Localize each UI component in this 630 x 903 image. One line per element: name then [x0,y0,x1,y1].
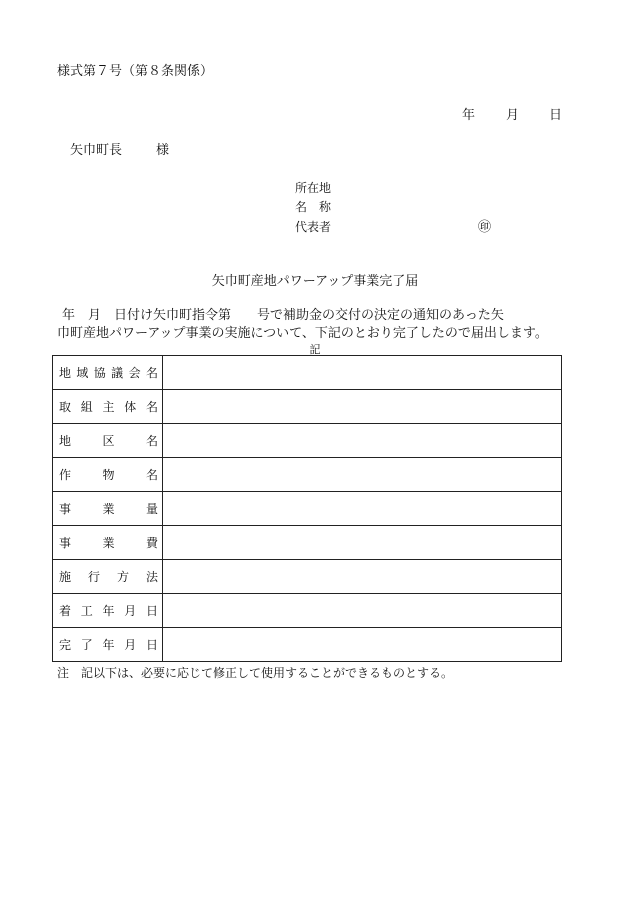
row-label: 地 区 名 [59,434,158,448]
record-table [52,355,562,662]
row-value-cell[interactable] [163,356,562,390]
row-label-cell [53,560,163,594]
addressee-honorific: 様 [156,143,170,158]
row-label: 事 業 量 [59,502,158,516]
row-value-cell[interactable] [163,628,562,662]
row-value-cell[interactable] [163,526,562,560]
row-label: 作 物 名 [59,468,158,482]
table-row [53,594,562,628]
applicant-address-label: 所在地 [295,181,332,195]
row-label-cell [53,526,163,560]
row-value-cell[interactable] [163,424,562,458]
seal-mark: ㊞ [478,220,492,235]
row-label: 完 了 年 月 日 [59,638,158,652]
table-row [53,356,562,390]
row-value-cell[interactable] [163,458,562,492]
row-value-cell[interactable] [163,560,562,594]
row-value-cell[interactable] [163,390,562,424]
table-row [53,526,562,560]
date-year-label: 年 [462,108,476,123]
table-row [53,424,562,458]
date-month-label: 月 [506,108,520,123]
table-row [53,390,562,424]
body-text-line-2: 巾町産地パワーアップ事業の実施について、下記のとおり完了したので届出します。 [57,326,548,341]
row-label: 取 組 主 体 名 [59,400,158,414]
applicant-name-label: 名 称 [295,200,332,214]
row-label-cell [53,356,163,390]
row-label-cell [53,628,163,662]
row-label-cell [53,390,163,424]
body-text-line-1: 年 月 日付け矢巾町指令第 号で補助金の交付の決定の通知のあった矢 [62,308,504,323]
row-label: 地 域 協 議 会 名 [59,366,158,380]
table-row [53,492,562,526]
ki-heading: 記 [309,343,321,356]
row-label-cell [53,458,163,492]
addressee-name: 矢巾町長 [70,143,123,158]
row-label: 事 業 費 [59,536,158,550]
footnote: 注 記以下は、必要に応じて修正して使用することができるものとする。 [57,666,454,680]
row-label-cell [53,594,163,628]
form-number: 様式第７号（第８条関係） [57,64,214,79]
row-value-cell[interactable] [163,492,562,526]
row-label: 着 工 年 月 日 [59,604,158,618]
date-day-label: 日 [549,108,563,123]
table-row [53,458,562,492]
table-row [53,628,562,662]
table-row [53,560,562,594]
applicant-representative-label: 代表者 [295,220,332,234]
row-label: 施 行 方 法 [59,570,158,584]
row-label-cell [53,424,163,458]
row-value-cell[interactable] [163,594,562,628]
row-label-cell [53,492,163,526]
document-title: 矢巾町産地パワーアップ事業完了届 [211,274,419,289]
